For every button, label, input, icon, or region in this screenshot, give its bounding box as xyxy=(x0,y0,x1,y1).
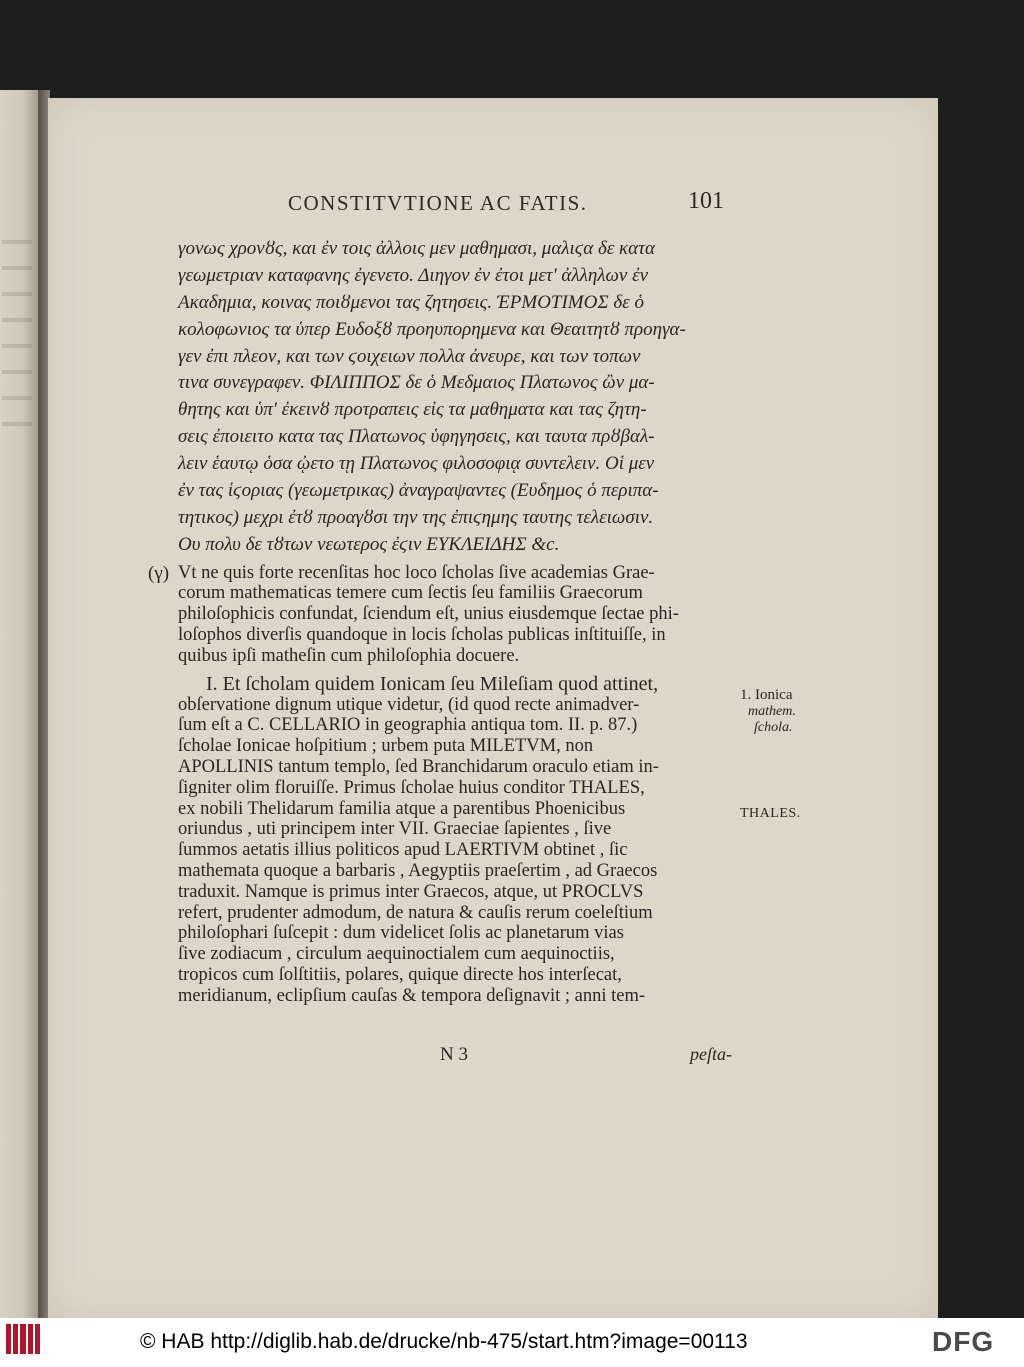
latin-line: ſigniter olim floruiſſe. Primus ſcholae huius conditor THALES, xyxy=(178,777,645,798)
latin-line: refert, prudenter admodum, de natura & cauſis rerum coeleſtium xyxy=(178,902,653,923)
margin-note-mathem: mathem. xyxy=(748,704,796,719)
latin-line: ſummos aetatis illius politicos apud LAERTIVM obtinet , ſic xyxy=(178,840,628,861)
latin-line: philoſophari ſuſcepit : dum videlicet ſolis ac planetarum vias xyxy=(178,923,624,944)
ghost-text-line xyxy=(2,292,32,296)
latin-line: Vt ne quis forte recenſitas hoc loco ſcholas ſive academias Grae- xyxy=(178,562,655,583)
latin-line: oriundus , uti principem inter VII. Graeciae ſapientes , ſive xyxy=(178,819,612,840)
latin-line: philoſophicis confundat, ſciendum eſt, unius eiusdemque ſectae phi- xyxy=(178,604,679,625)
latin-line: ſum eſt a C. CELLARIO in geographia antiqua tom. II. p. 87.) xyxy=(178,715,638,736)
ghost-text-line xyxy=(2,422,32,426)
latin-line: loſophos diverſis quandoque in locis ſcholas publicas inſtituiſſe, in xyxy=(178,625,666,646)
greek-line: γονως χρονȣς, και ἐν τοις ἀλλοις μεν μαθημασι, μαλιϛα δε κατα xyxy=(178,238,655,259)
ghost-text-line xyxy=(2,370,32,374)
latin-line: I. Et ſcholam quidem Ionicam ſeu Mileſiam quod attinet, xyxy=(206,672,659,695)
ghost-text-line xyxy=(2,318,32,322)
latin-line: ex nobili Thelidarum familia atque a parentibus Phoenicibus xyxy=(178,798,626,819)
margin-note-thales: THALES. xyxy=(740,806,801,821)
copyright-link[interactable]: © HAB http://diglib.hab.de/drucke/nb-475/start.htm?image=00113 xyxy=(140,1330,748,1353)
greek-line: Ακαδημια, κοινας ποιȣμενοι τας ζητησεις. ΈΡΜΟΤΙΜΟΣ δε ὁ xyxy=(178,291,644,313)
greek-line: ἐν τας ἱϛοριας (γεωμετρικας) ἀναγραψαντες (Ευδημος ὁ περιπα- xyxy=(178,480,659,502)
page-number: 101 xyxy=(688,188,724,214)
greek-line: τητικος) μεχρι ἐτȣ προαγȣσι την της ἐπιϛημης ταυτης τελειωσιν. xyxy=(178,506,654,528)
paragraph-ionic-school xyxy=(178,673,788,1007)
previous-page-edge xyxy=(0,90,38,1318)
signature-mark: N 3 xyxy=(440,1044,468,1065)
latin-line: APOLLINIS tantum templo, ſed Branchidarum oraculo etiam in- xyxy=(178,757,659,778)
ghost-text-line xyxy=(2,266,32,270)
ghost-text-line xyxy=(2,240,32,244)
latin-line: mathemata quoque a barbaris , Aegyptiis praeſertim , ad Graecos xyxy=(178,861,658,882)
latin-line: quibus ipſi matheſin cum philoſophia docuere. xyxy=(178,645,520,666)
greek-line: Ου πολυ δε τȣτων νεωτερος ἐϛιν ΕΥΚΛΕΙΔΗΣ &c. xyxy=(178,533,560,555)
ghost-text-line xyxy=(2,396,32,400)
note-gamma xyxy=(148,562,788,667)
greek-passage xyxy=(178,236,788,559)
latin-line: ſive zodiacum , circulum aequinoctialem cum aequinoctiis, xyxy=(178,944,615,965)
note-marker: (γ) xyxy=(148,562,170,584)
greek-line: γεν ἐπι πλεον, και των ϛοιχειων πολλα ἀνευρε, και των τοπων xyxy=(178,345,641,367)
latin-line: ſcholae Ionicae hoſpitium ; urbem puta MILETVM, non xyxy=(178,736,594,757)
greek-line: λειν ἑαυτῳ ὁσα ᾠετο τῃ Πλατωνος φιλοσοφιᾳ συντελειν. Οἱ μεν xyxy=(178,453,655,475)
latin-line: tropicos cum ſolſtitiis, polares, quique directe hos interſecat, xyxy=(178,965,622,986)
dfg-logo: DFG xyxy=(932,1326,995,1357)
ghost-text-line xyxy=(2,344,32,348)
greek-line: γεωμετριαν καταφανης ἐγενετο. Διηγον ἐν ἐτοι μετ' ἀλληλων ἐν xyxy=(178,264,649,286)
catchword: peſta- xyxy=(690,1044,732,1064)
running-head: CONSTITVTIONE AC FATIS. xyxy=(288,191,588,215)
greek-line: θητης και ὑπ' ἐκεινȣ προτραπεις εἰς τα μαθηματα και τας ζητη- xyxy=(178,399,647,421)
greek-line: κολοφωνιος τα ὑπερ Ευδοξȣ προηυπορημενα και Θεαιτητȣ προηγα- xyxy=(178,318,686,340)
margin-note-schola: ſchola. xyxy=(754,720,793,735)
latin-line: traduxit. Namque is primus inter Graecos, atque, ut PROCLVS xyxy=(178,881,644,902)
greek-line: σεις ἐποιειτο κατα τας Πλατωνος ὑφηγησεις, και ταυτα πρȣβαλ- xyxy=(178,426,655,448)
hab-logo-icon xyxy=(6,1324,40,1354)
latin-line: obſervatione dignum utique videtur, (id quod recte animadver- xyxy=(178,694,640,715)
latin-line: meridianum, eclipſium cauſas & tempora deſignavit ; anni tem- xyxy=(178,985,645,1006)
latin-line: corum mathematicas temere cum ſectis ſeu familiis Graecorum xyxy=(178,583,643,604)
page-body xyxy=(148,236,788,1007)
book-page xyxy=(48,98,938,1318)
margin-note-ionica: 1. Ionica xyxy=(740,687,793,703)
greek-line: τινα συνεγραφεν. ΦΙΛΙΠΠΟΣ δε ὁ Μεδμαιος Πλατωνος ὢν μα- xyxy=(178,372,655,394)
